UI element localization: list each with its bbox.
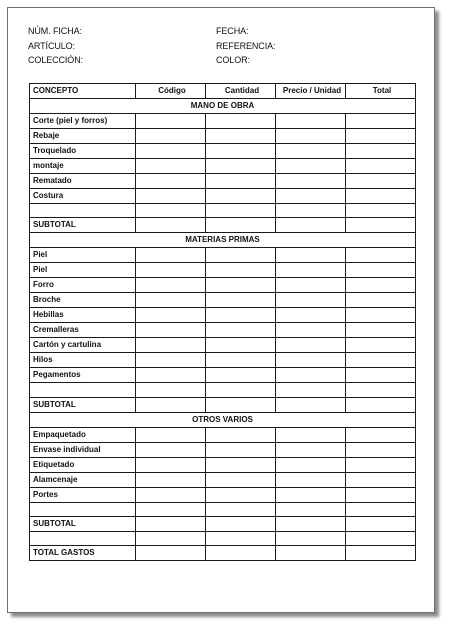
table-cell (346, 353, 416, 368)
table-cell (206, 457, 276, 472)
table-cell (206, 293, 276, 308)
table-row (30, 472, 416, 487)
table-cell (206, 248, 276, 263)
table-row (30, 502, 416, 516)
table-cell (276, 144, 346, 159)
articulo-label: ARTÍCULO: (28, 40, 75, 51)
concept-label: Broche (30, 293, 136, 308)
table-cell (206, 323, 276, 338)
table-cell (206, 472, 276, 487)
table-cell (136, 323, 206, 338)
table-cell (346, 293, 416, 308)
table-cell (346, 546, 416, 561)
table-row (30, 263, 416, 278)
table-cell (136, 278, 206, 293)
table-cell (276, 368, 346, 383)
table-cell (346, 204, 416, 218)
total-gastos-label: TOTAL GASTOS (30, 546, 136, 561)
cost-table-body (30, 99, 416, 561)
section-header-row (30, 412, 416, 427)
referencia-label: REFERENCIA: (216, 40, 276, 51)
table-cell (346, 472, 416, 487)
table-cell (346, 516, 416, 531)
table-cell (136, 502, 206, 516)
table-cell (136, 353, 206, 368)
table-cell (276, 442, 346, 457)
concept-label: Hilos (30, 353, 136, 368)
table-cell (206, 531, 276, 545)
table-cell (206, 502, 276, 516)
table-cell (346, 248, 416, 263)
table-cell (136, 397, 206, 412)
table-cell (346, 129, 416, 144)
subtotal-label: SUBTOTAL (30, 397, 136, 412)
num-ficha-label: NÚM. FICHA: (28, 26, 82, 36)
table-cell (276, 263, 346, 278)
concept-label: Hebillas (30, 308, 136, 323)
table-cell (136, 487, 206, 502)
table-cell (276, 546, 346, 561)
table-cell (206, 144, 276, 159)
table-cell (136, 442, 206, 457)
header-right-fields (216, 24, 275, 68)
table-cell (276, 323, 346, 338)
concept-label (30, 502, 136, 516)
color-label: COLOR: (216, 55, 250, 65)
table-cell (346, 368, 416, 383)
table-cell (346, 174, 416, 189)
table-cell (276, 293, 346, 308)
table-cell (276, 278, 346, 293)
concept-label: Troquelado (30, 144, 136, 159)
table-cell (136, 531, 206, 545)
table-cell (136, 457, 206, 472)
concept-label: Alamcenaje (30, 472, 136, 487)
fecha-label: FECHA: (216, 26, 249, 36)
table-row (30, 293, 416, 308)
table-row (30, 308, 416, 323)
table-row (30, 383, 416, 397)
table-cell (206, 338, 276, 353)
cost-sheet (7, 7, 435, 613)
table-row (30, 159, 416, 174)
table-cell (276, 472, 346, 487)
table-cell (206, 397, 276, 412)
concept-label: Portes (30, 487, 136, 502)
column-header-precio-unidad: Precio / Unidad (276, 84, 346, 99)
table-cell (206, 353, 276, 368)
table-cell (206, 263, 276, 278)
concept-label: Piel (30, 248, 136, 263)
table-cell (346, 144, 416, 159)
table-row (30, 278, 416, 293)
table-row (30, 457, 416, 472)
table-cell (346, 278, 416, 293)
table-row (30, 397, 416, 412)
table-row (30, 129, 416, 144)
section-title: MANO DE OBRA (30, 99, 416, 114)
column-header-cantidad: Cantidad (206, 84, 276, 99)
table-cell (136, 546, 206, 561)
table-cell (136, 204, 206, 218)
table-cell (206, 174, 276, 189)
table-row (30, 487, 416, 502)
column-header-concepto: CONCEPTO (30, 84, 136, 99)
table-cell (276, 159, 346, 174)
table-row (30, 323, 416, 338)
concept-label: Forro (30, 278, 136, 293)
table-cell (346, 263, 416, 278)
table-cell (206, 204, 276, 218)
table-cell (346, 397, 416, 412)
table-cell (206, 427, 276, 442)
table-cell (346, 323, 416, 338)
table-cell (346, 531, 416, 545)
table-row (30, 427, 416, 442)
table-cell (206, 368, 276, 383)
table-cell (346, 457, 416, 472)
concept-label: Rebaje (30, 129, 136, 144)
table-row (30, 516, 416, 531)
table-cell (346, 502, 416, 516)
table-cell (206, 487, 276, 502)
table-cell (276, 174, 346, 189)
concept-label: Piel (30, 263, 136, 278)
concept-label: Etiquetado (30, 457, 136, 472)
table-cell (276, 129, 346, 144)
table-cell (206, 516, 276, 531)
table-header-row (30, 84, 416, 99)
table-row (30, 368, 416, 383)
table-cell (276, 248, 346, 263)
table-cell (136, 368, 206, 383)
table-cell (276, 457, 346, 472)
table-row (30, 531, 416, 545)
table-cell (276, 383, 346, 397)
cost-table (29, 83, 416, 561)
table-row (30, 353, 416, 368)
table-row (30, 248, 416, 263)
table-row (30, 189, 416, 204)
concept-label: Pegamentos (30, 368, 136, 383)
table-cell (276, 353, 346, 368)
table-cell (206, 442, 276, 457)
table-cell (136, 129, 206, 144)
table-cell (206, 129, 276, 144)
table-cell (206, 546, 276, 561)
table-cell (136, 248, 206, 263)
table-cell (276, 114, 346, 129)
table-cell (136, 218, 206, 233)
table-cell (346, 218, 416, 233)
table-cell (276, 516, 346, 531)
table-row (30, 338, 416, 353)
table-cell (346, 442, 416, 457)
concept-label (30, 531, 136, 545)
table-cell (136, 293, 206, 308)
table-cell (276, 427, 346, 442)
table-cell (276, 308, 346, 323)
table-cell (276, 531, 346, 545)
coleccion-label: COLECCIÓN: (28, 55, 84, 65)
table-cell (276, 189, 346, 204)
table-cell (136, 427, 206, 442)
concept-label (30, 204, 136, 218)
concept-label: Cartón y cartulina (30, 338, 136, 353)
table-cell (206, 218, 276, 233)
concept-label: montaje (30, 159, 136, 174)
concept-label (30, 383, 136, 397)
concept-label: Cremalleras (30, 323, 136, 338)
subtotal-label: SUBTOTAL (30, 218, 136, 233)
table-cell (206, 278, 276, 293)
table-cell (136, 516, 206, 531)
table-cell (276, 204, 346, 218)
table-row (30, 546, 416, 561)
section-header-row (30, 233, 416, 248)
subtotal-label: SUBTOTAL (30, 516, 136, 531)
table-cell (346, 338, 416, 353)
table-cell (136, 174, 206, 189)
table-row (30, 114, 416, 129)
table-cell (136, 263, 206, 278)
table-row (30, 218, 416, 233)
table-cell (276, 502, 346, 516)
table-cell (276, 218, 346, 233)
column-header-codigo: Código (136, 84, 206, 99)
section-header-row (30, 99, 416, 114)
table-cell (136, 338, 206, 353)
table-cell (136, 308, 206, 323)
table-cell (136, 383, 206, 397)
table-cell (206, 308, 276, 323)
section-title: MATERIAS PRIMAS (30, 233, 416, 248)
table-cell (346, 487, 416, 502)
table-cell (346, 308, 416, 323)
table-row (30, 144, 416, 159)
table-row (30, 442, 416, 457)
table-cell (206, 383, 276, 397)
table-cell (346, 114, 416, 129)
table-cell (346, 383, 416, 397)
table-cell (346, 189, 416, 204)
table-row (30, 204, 416, 218)
concept-label: Corte (piel y forros) (30, 114, 136, 129)
table-cell (206, 159, 276, 174)
concept-label: Empaquetado (30, 427, 136, 442)
concept-label: Rematado (30, 174, 136, 189)
table-cell (206, 189, 276, 204)
table-cell (136, 472, 206, 487)
concept-label: Costura (30, 189, 136, 204)
table-row (30, 174, 416, 189)
table-cell (276, 397, 346, 412)
section-title: OTROS VARIOS (30, 412, 416, 427)
table-cell (206, 114, 276, 129)
column-header-total: Total (346, 84, 416, 99)
concept-label: Envase individual (30, 442, 136, 457)
table-cell (276, 487, 346, 502)
table-cell (346, 159, 416, 174)
table-cell (136, 144, 206, 159)
table-cell (136, 114, 206, 129)
table-cell (276, 338, 346, 353)
table-cell (346, 427, 416, 442)
table-cell (136, 189, 206, 204)
header-left-fields (28, 24, 83, 68)
table-cell (136, 159, 206, 174)
